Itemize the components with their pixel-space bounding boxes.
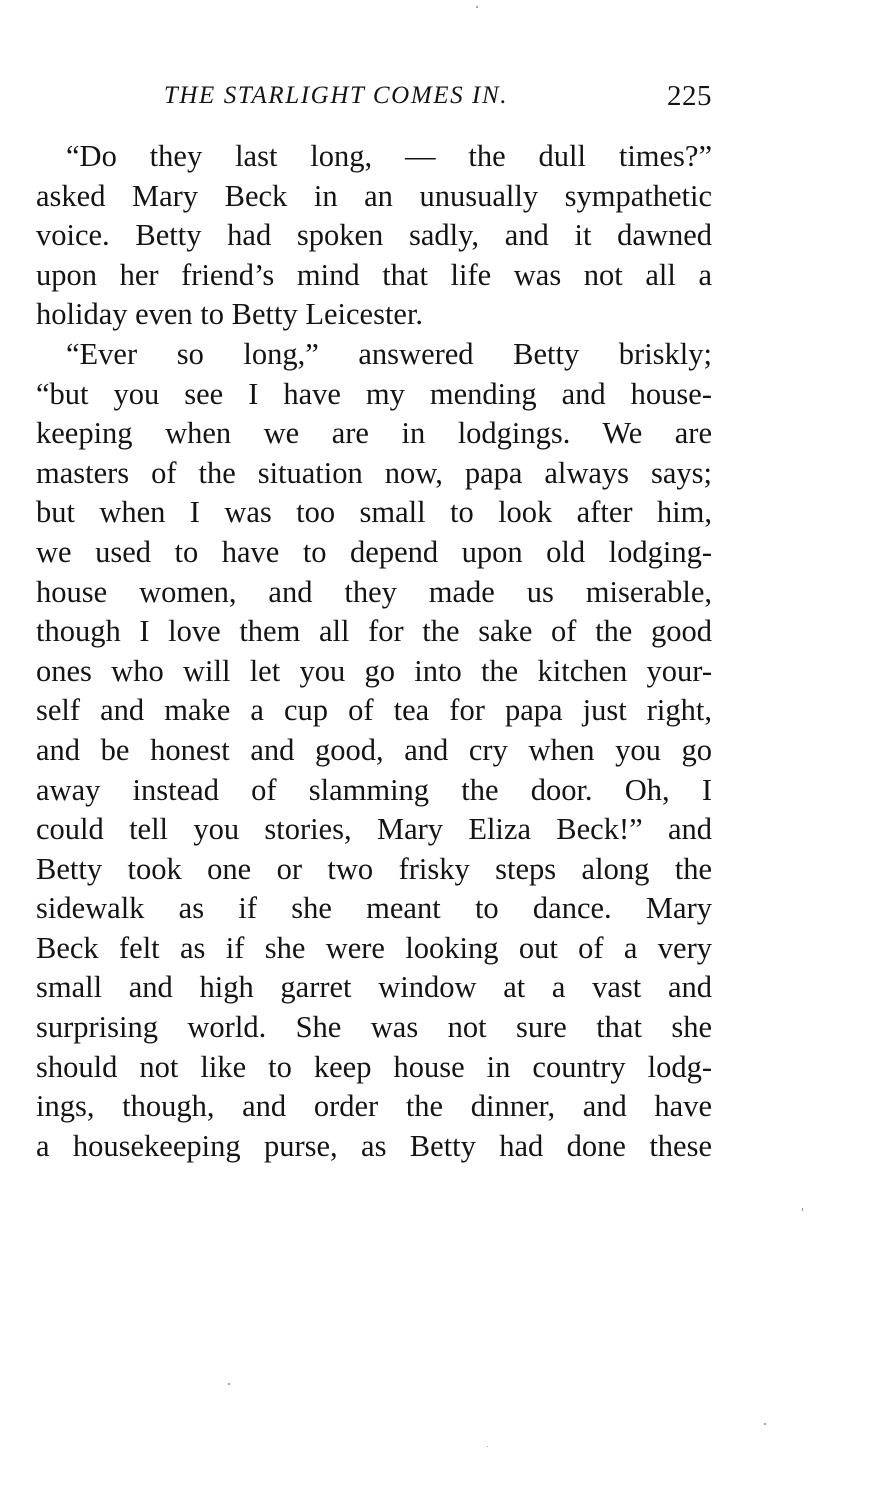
running-head [36, 76, 712, 116]
text-line: should not like to keep house in country lodg- [36, 1049, 712, 1084]
text-line: keeping when we are in lodgings. We are [36, 416, 712, 451]
text-line: away instead of slamming the door. Oh, I [36, 772, 712, 807]
text-line: self and make a cup of tea for papa just right, [36, 693, 712, 728]
text-line: “Do they last long, — the dull times?” [66, 139, 712, 173]
paper-speck [487, 1446, 488, 1447]
running-title: THE STARLIGHT COMES IN. [163, 82, 509, 109]
text-line: house women, and they made us miserable, [36, 574, 712, 609]
text-line: but when I was too small to look after him, [36, 495, 712, 530]
text-line: Beck felt as if she were looking out of a very [36, 930, 712, 965]
text-line: upon her friend’s mind that life was not all a [36, 257, 712, 292]
page-number: 225 [667, 80, 712, 112]
text-line: ones who will let you go into the kitchen your- [36, 653, 712, 688]
text-line: could tell you stories, Mary Eliza Beck!” and [36, 812, 712, 847]
paper-speck [228, 1383, 230, 1385]
text-line: asked Mary Beck in an unusually sympathetic [36, 178, 712, 213]
paper-speck [802, 1208, 803, 1211]
text-line: masters of the situation now, papa always says; [36, 455, 712, 490]
text-line: “but you see I have my mending and house- [36, 376, 712, 411]
text-line: and be honest and good, and cry when you go [36, 732, 712, 767]
text-line: ings, though, and order the dinner, and have [36, 1089, 712, 1124]
text-line: voice. Betty had spoken sadly, and it dawned [36, 218, 712, 253]
text-line: small and high garret window at a vast and [36, 970, 712, 1005]
text-line: surprising world. She was not sure that she [36, 1010, 712, 1045]
text-line: holiday even to Betty Leicester. [36, 297, 424, 332]
text-line: though I love them all for the sake of the good [36, 614, 712, 649]
text-line: “Ever so long,” answered Betty briskly; [66, 336, 712, 371]
text-line: we used to have to depend upon old lodging- [36, 534, 712, 569]
text-line: Betty took one or two frisky steps along the [36, 851, 712, 886]
paper-speck [476, 6, 478, 8]
paper-speck [764, 1423, 766, 1425]
text-line: sidewalk as if she meant to dance. Mary [36, 891, 712, 926]
text-line: a housekeeping purse, as Betty had done these [36, 1128, 712, 1163]
body-text [36, 137, 712, 1166]
